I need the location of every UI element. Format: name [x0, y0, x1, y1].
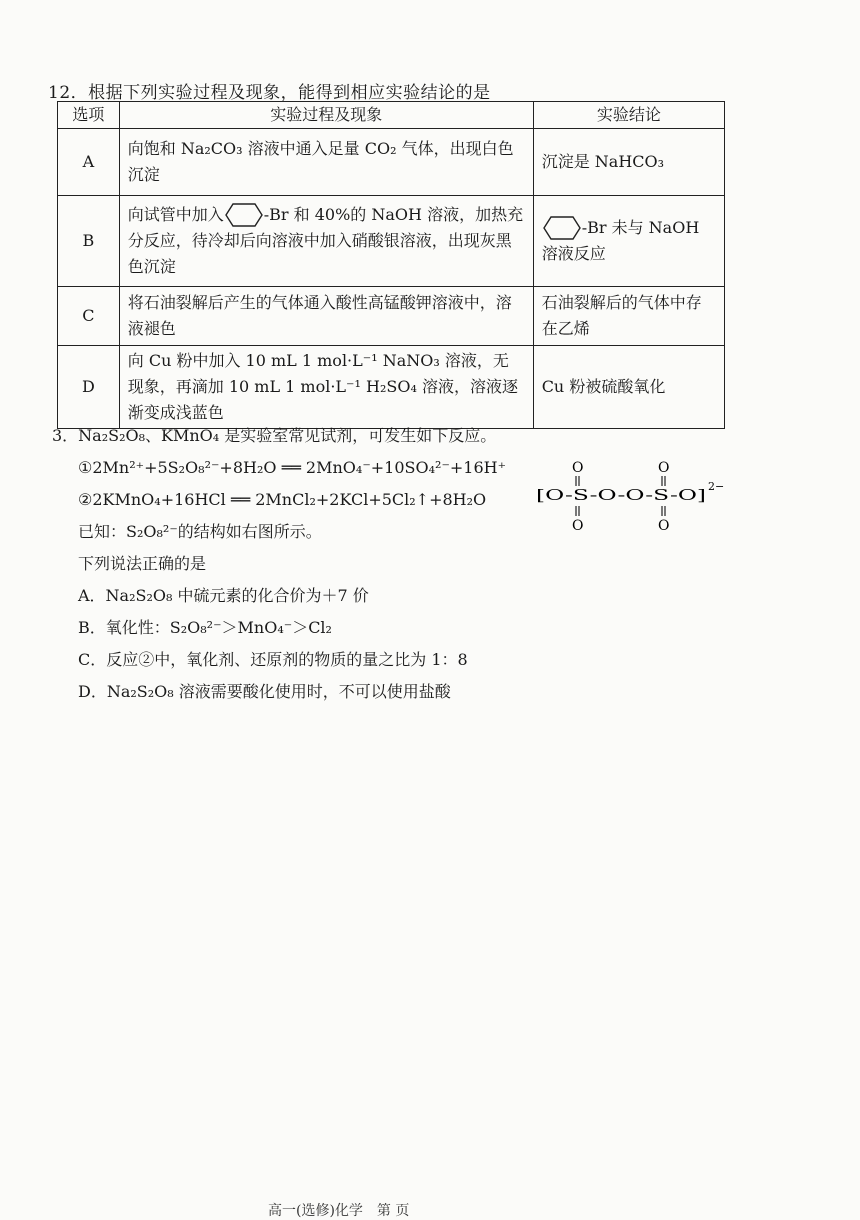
struct-main-chain: [O-S-O-O-S-O]	[536, 486, 706, 504]
conclusion-text: -Br 未与 NaOH 溶液反应	[541, 217, 700, 264]
row-process: 将石油裂解后产生的气体通入酸性高锰酸钾溶液中，溶液褪色	[119, 287, 533, 346]
option-c: C．反应②中，氧化剂、还原剂的物质的量之比为 1：8	[78, 650, 468, 669]
question-12-title: 12．根据下列实验过程及现象，能得到相应实验结论的是	[48, 83, 491, 103]
cyclohexane-ring-icon	[542, 215, 582, 241]
question-13-stem: 下列说法正确的是	[78, 554, 207, 573]
process-text-after: -Br 和 40%的 NaOH 溶液，加热充分反应，待冷却后向溶液中加入硝酸银溶液，出现灰黑色沉淀	[127, 204, 524, 277]
question-13-intro: 3．Na₂S₂O₈、KMnO₄ 是实验室常见试剂，可发生如下反应。	[52, 426, 497, 445]
row-option: C	[58, 287, 120, 346]
cyclohexane-ring-icon	[224, 202, 264, 228]
row-conclusion	[533, 196, 724, 287]
reaction-2: ②2KMnO₄+16HCl ══ 2MnCl₂+2KCl+5Cl₂↑+8H₂O	[78, 490, 487, 509]
option-d: D．Na₂S₂O₈ 溶液需要酸化使用时，不可以使用盐酸	[78, 682, 451, 701]
row-conclusion: 沉淀是 NaHCO₃	[533, 129, 724, 196]
struct-top-o-right: O	[658, 460, 670, 476]
header-conclusion: 实验结论	[533, 102, 724, 129]
row-option: A	[58, 129, 120, 196]
known-info: 已知：S₂O₈²⁻的结构如右图所示。	[78, 522, 322, 541]
table-row	[58, 129, 725, 196]
header-option: 选项	[58, 102, 120, 129]
table-header-row	[58, 102, 725, 129]
row-conclusion: 石油裂解后的气体中存在乙烯	[533, 287, 724, 346]
table-row	[58, 287, 725, 346]
option-a: A．Na₂S₂O₈ 中硫元素的化合价为＋7 价	[78, 586, 369, 605]
header-process: 实验过程及现象	[119, 102, 533, 129]
peroxodisulfate-structure	[536, 456, 726, 536]
option-b: B．氧化性：S₂O₈²⁻＞MnO₄⁻＞Cl₂	[78, 618, 332, 637]
page-footer: 高一(选修)化学 第 页	[268, 1203, 410, 1219]
row-conclusion: Cu 粉被硫酸氧化	[533, 346, 724, 429]
row-process: 向饱和 Na₂CO₃ 溶液中通入足量 CO₂ 气体，出现白色沉淀	[119, 129, 533, 196]
table-row	[58, 346, 725, 429]
struct-bottom-o-left: O	[572, 518, 584, 534]
struct-top-o-left: O	[572, 460, 584, 476]
row-process: 向 Cu 粉中加入 10 mL 1 mol·L⁻¹ NaNO₃ 溶液，无现象，再滴加 10 mL 1 mol·L⁻¹ H₂SO₄ 溶液，溶液逐渐变成浅蓝色	[119, 346, 533, 429]
question-13	[52, 420, 506, 708]
process-text-before: 向试管中加入	[127, 204, 224, 224]
row-option: B	[58, 196, 120, 287]
table-row	[58, 196, 725, 287]
struct-charge: 2−	[708, 480, 725, 493]
row-option: D	[58, 346, 120, 429]
experiment-table	[57, 101, 725, 429]
row-process	[119, 196, 533, 287]
struct-bottom-o-right: O	[658, 518, 670, 534]
reaction-1: ①2Mn²⁺+5S₂O₈²⁻+8H₂O ══ 2MnO₄⁻+10SO₄²⁻+16H⁺	[78, 458, 507, 477]
